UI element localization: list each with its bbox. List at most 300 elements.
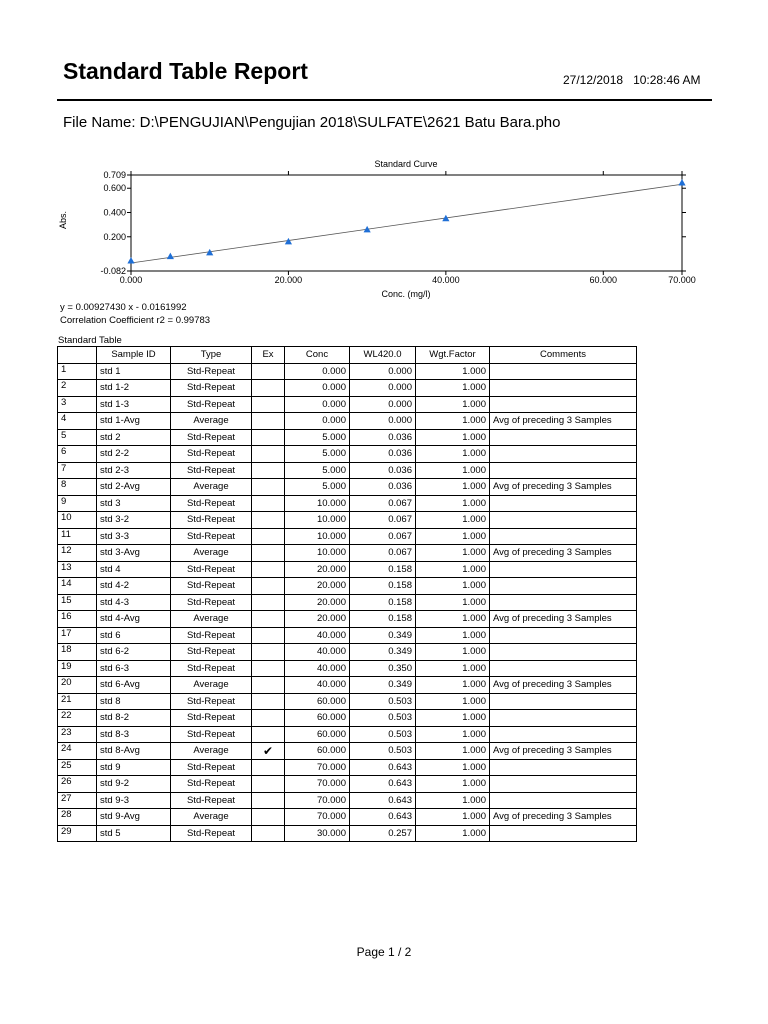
wl420: 0.349 bbox=[350, 677, 416, 694]
type: Std-Repeat bbox=[171, 462, 252, 479]
sample-id: std 2 bbox=[97, 429, 171, 446]
comments: Avg of preceding 3 Samples bbox=[490, 479, 637, 496]
sample-id: std 6-Avg bbox=[97, 677, 171, 694]
conc: 60.000 bbox=[285, 693, 350, 710]
conc: 0.000 bbox=[285, 396, 350, 413]
table-header-row bbox=[58, 347, 637, 364]
wgt-factor: 1.000 bbox=[416, 776, 490, 793]
y-tick-label: -0.082 bbox=[100, 266, 126, 276]
type: Std-Repeat bbox=[171, 693, 252, 710]
report-title: Standard Table Report bbox=[63, 58, 308, 84]
conc: 0.000 bbox=[285, 380, 350, 397]
comments bbox=[490, 396, 637, 413]
conc: 10.000 bbox=[285, 495, 350, 512]
wgt-factor: 1.000 bbox=[416, 792, 490, 809]
type: Std-Repeat bbox=[171, 627, 252, 644]
sample-id: std 1-3 bbox=[97, 396, 171, 413]
x-tick-label: 20.000 bbox=[274, 275, 303, 285]
wl420: 0.000 bbox=[350, 380, 416, 397]
table-row bbox=[58, 776, 637, 793]
wgt-factor: 1.000 bbox=[416, 611, 490, 628]
type: Average bbox=[171, 743, 252, 760]
report-time: 10:28:46 AM bbox=[633, 73, 701, 87]
table-row bbox=[58, 825, 637, 842]
table-row bbox=[58, 809, 637, 826]
ex-flag bbox=[252, 462, 285, 479]
wgt-factor: 1.000 bbox=[416, 693, 490, 710]
sample-id: std 5 bbox=[97, 825, 171, 842]
comments bbox=[490, 429, 637, 446]
wl420: 0.503 bbox=[350, 743, 416, 760]
sample-id: std 3-Avg bbox=[97, 545, 171, 562]
ex-flag bbox=[252, 677, 285, 694]
type: Std-Repeat bbox=[171, 710, 252, 727]
type: Std-Repeat bbox=[171, 759, 252, 776]
y-tick-label: 0.200 bbox=[103, 231, 126, 242]
comments bbox=[490, 561, 637, 578]
type: Average bbox=[171, 479, 252, 496]
conc: 60.000 bbox=[285, 726, 350, 743]
wl420: 0.036 bbox=[350, 479, 416, 496]
row-number: 6 bbox=[58, 446, 97, 463]
type: Std-Repeat bbox=[171, 512, 252, 529]
comments: Avg of preceding 3 Samples bbox=[490, 611, 637, 628]
comments-header: Comments bbox=[490, 347, 637, 364]
comments bbox=[490, 462, 637, 479]
ex-flag bbox=[252, 660, 285, 677]
table-row bbox=[58, 545, 637, 562]
table-row bbox=[58, 495, 637, 512]
wgt-factor: 1.000 bbox=[416, 429, 490, 446]
type: Std-Repeat bbox=[171, 396, 252, 413]
row-number: 10 bbox=[58, 512, 97, 529]
wgt-factor: 1.000 bbox=[416, 545, 490, 562]
conc: 10.000 bbox=[285, 512, 350, 529]
wl420: 0.643 bbox=[350, 776, 416, 793]
wl420: 0.158 bbox=[350, 578, 416, 595]
row-number: 25 bbox=[58, 759, 97, 776]
table-row bbox=[58, 413, 637, 430]
wgt-factor: 1.000 bbox=[416, 380, 490, 397]
type: Std-Repeat bbox=[171, 825, 252, 842]
ex-flag bbox=[252, 512, 285, 529]
wl420: 0.000 bbox=[350, 413, 416, 430]
row-number: 20 bbox=[58, 677, 97, 694]
wl420: 0.503 bbox=[350, 726, 416, 743]
ex-header: Ex bbox=[252, 347, 285, 364]
type: Std-Repeat bbox=[171, 528, 252, 545]
wl420: 0.067 bbox=[350, 528, 416, 545]
comments: Avg of preceding 3 Samples bbox=[490, 743, 637, 760]
ex-flag bbox=[252, 446, 285, 463]
ex-flag bbox=[252, 627, 285, 644]
conc: 5.000 bbox=[285, 446, 350, 463]
sample-id: std 1 bbox=[97, 363, 171, 380]
comments bbox=[490, 363, 637, 380]
table-row bbox=[58, 759, 637, 776]
comments bbox=[490, 693, 637, 710]
row-number: 16 bbox=[58, 611, 97, 628]
sample-id: std 2-2 bbox=[97, 446, 171, 463]
ex-flag bbox=[252, 578, 285, 595]
wl420: 0.158 bbox=[350, 561, 416, 578]
table-body bbox=[58, 363, 637, 842]
wl420: 0.036 bbox=[350, 462, 416, 479]
conc: 40.000 bbox=[285, 644, 350, 661]
conc: 5.000 bbox=[285, 429, 350, 446]
row-number: 22 bbox=[58, 710, 97, 727]
sample-id: std 6 bbox=[97, 627, 171, 644]
x-tick-label: 40.000 bbox=[432, 275, 460, 285]
wgt-factor: 1.000 bbox=[416, 627, 490, 644]
plot-area bbox=[100, 170, 695, 285]
row-number: 24 bbox=[58, 743, 97, 760]
type: Std-Repeat bbox=[171, 594, 252, 611]
correlation-coefficient: Correlation Coefficient r2 = 0.99783 bbox=[60, 315, 211, 326]
sample-id: std 4-3 bbox=[97, 594, 171, 611]
type: Std-Repeat bbox=[171, 495, 252, 512]
comments bbox=[490, 594, 637, 611]
comments bbox=[490, 578, 637, 595]
conc: 0.000 bbox=[285, 363, 350, 380]
table-row bbox=[58, 726, 637, 743]
table-row bbox=[58, 693, 637, 710]
wgt-factor: 1.000 bbox=[416, 660, 490, 677]
data-point bbox=[167, 253, 174, 260]
wl420-header: WL420.0 bbox=[350, 347, 416, 364]
wgt-factor: 1.000 bbox=[416, 594, 490, 611]
sample-id: std 8-3 bbox=[97, 726, 171, 743]
sample-id: std 8 bbox=[97, 693, 171, 710]
type: Std-Repeat bbox=[171, 660, 252, 677]
row-number: 28 bbox=[58, 809, 97, 826]
conc-header: Conc bbox=[285, 347, 350, 364]
wl420: 0.350 bbox=[350, 660, 416, 677]
comments bbox=[490, 710, 637, 727]
report-date: 27/12/2018 bbox=[563, 73, 624, 87]
x-tick-label: 60.000 bbox=[589, 275, 618, 285]
wgt-factor: 1.000 bbox=[416, 759, 490, 776]
type: Std-Repeat bbox=[171, 578, 252, 595]
wgt-factor: 1.000 bbox=[416, 512, 490, 529]
plot-frame bbox=[131, 175, 682, 271]
header-divider bbox=[57, 99, 712, 101]
wl420: 0.503 bbox=[350, 710, 416, 727]
wl420: 0.643 bbox=[350, 759, 416, 776]
type: Average bbox=[171, 809, 252, 826]
type: Std-Repeat bbox=[171, 644, 252, 661]
row-number: 18 bbox=[58, 644, 97, 661]
sample-id: std 2-Avg bbox=[97, 479, 171, 496]
data-point bbox=[678, 179, 685, 186]
wgt-factor: 1.000 bbox=[416, 710, 490, 727]
y-tick-label: 0.709 bbox=[103, 170, 126, 180]
conc: 70.000 bbox=[285, 759, 350, 776]
type: Std-Repeat bbox=[171, 429, 252, 446]
sample-id: std 9 bbox=[97, 759, 171, 776]
comments bbox=[490, 528, 637, 545]
row-number-header bbox=[58, 347, 97, 364]
type: Std-Repeat bbox=[171, 363, 252, 380]
sample-id: std 4 bbox=[97, 561, 171, 578]
wl420: 0.643 bbox=[350, 792, 416, 809]
conc: 20.000 bbox=[285, 611, 350, 628]
comments bbox=[490, 495, 637, 512]
wgt-factor: 1.000 bbox=[416, 809, 490, 826]
wgt-factor: 1.000 bbox=[416, 479, 490, 496]
comments bbox=[490, 512, 637, 529]
conc: 40.000 bbox=[285, 677, 350, 694]
table-row bbox=[58, 743, 637, 760]
row-number: 29 bbox=[58, 825, 97, 842]
chart-title: Standard Curve bbox=[374, 159, 438, 169]
table-row bbox=[58, 462, 637, 479]
table-row bbox=[58, 578, 637, 595]
ex-flag bbox=[252, 792, 285, 809]
sample-id: std 3-3 bbox=[97, 528, 171, 545]
table-row bbox=[58, 660, 637, 677]
table-row bbox=[58, 611, 637, 628]
x-tick-label: 0.000 bbox=[119, 275, 143, 285]
type: Std-Repeat bbox=[171, 726, 252, 743]
sample-id: std 4-2 bbox=[97, 578, 171, 595]
row-number: 14 bbox=[58, 578, 97, 595]
page-number: Page 1 / 2 bbox=[356, 945, 412, 959]
type: Std-Repeat bbox=[171, 776, 252, 793]
row-number: 23 bbox=[58, 726, 97, 743]
wgt-factor: 1.000 bbox=[416, 743, 490, 760]
conc: 10.000 bbox=[285, 545, 350, 562]
sample-id-header: Sample ID bbox=[97, 347, 171, 364]
ex-flag bbox=[252, 413, 285, 430]
ex-flag bbox=[252, 825, 285, 842]
sample-id: std 1-2 bbox=[97, 380, 171, 397]
wl420: 0.503 bbox=[350, 693, 416, 710]
sample-id: std 6-3 bbox=[97, 660, 171, 677]
row-number: 17 bbox=[58, 627, 97, 644]
ex-flag bbox=[252, 759, 285, 776]
wl420: 0.067 bbox=[350, 545, 416, 562]
row-number: 26 bbox=[58, 776, 97, 793]
ex-flag bbox=[252, 479, 285, 496]
conc: 40.000 bbox=[285, 660, 350, 677]
row-number: 2 bbox=[58, 380, 97, 397]
sample-id: std 4-Avg bbox=[97, 611, 171, 628]
row-number: 21 bbox=[58, 693, 97, 710]
conc: 70.000 bbox=[285, 776, 350, 793]
sample-id: std 9-Avg bbox=[97, 809, 171, 826]
type: Std-Repeat bbox=[171, 380, 252, 397]
row-number: 19 bbox=[58, 660, 97, 677]
standard-table bbox=[57, 346, 637, 842]
row-number: 7 bbox=[58, 462, 97, 479]
conc: 20.000 bbox=[285, 594, 350, 611]
comments bbox=[490, 380, 637, 397]
file-name: File Name: D:\PENGUJIAN\Pengujian 2018\SULFATE\2621 Batu Bara.pho bbox=[63, 114, 561, 131]
wgt-factor: 1.000 bbox=[416, 363, 490, 380]
type: Average bbox=[171, 611, 252, 628]
row-number: 13 bbox=[58, 561, 97, 578]
type: Std-Repeat bbox=[171, 446, 252, 463]
wgt-factor: 1.000 bbox=[416, 561, 490, 578]
sample-id: std 8-2 bbox=[97, 710, 171, 727]
wl420: 0.158 bbox=[350, 594, 416, 611]
sample-id: std 3-2 bbox=[97, 512, 171, 529]
comments: Avg of preceding 3 Samples bbox=[490, 413, 637, 430]
x-tick-label: 70.000 bbox=[668, 275, 696, 285]
comments: Avg of preceding 3 Samples bbox=[490, 809, 637, 826]
row-number: 1 bbox=[58, 363, 97, 380]
comments bbox=[490, 446, 637, 463]
wl420: 0.036 bbox=[350, 429, 416, 446]
sample-id: std 8-Avg bbox=[97, 743, 171, 760]
conc: 60.000 bbox=[285, 743, 350, 760]
x-axis-label: Conc. (mg/l) bbox=[381, 289, 431, 299]
conc: 10.000 bbox=[285, 528, 350, 545]
wgt-factor: 1.000 bbox=[416, 578, 490, 595]
ex-flag bbox=[252, 726, 285, 743]
report-timestamp bbox=[563, 73, 700, 87]
wgt-factor: 1.000 bbox=[416, 677, 490, 694]
data-point bbox=[127, 257, 134, 264]
comments bbox=[490, 627, 637, 644]
comments: Avg of preceding 3 Samples bbox=[490, 545, 637, 562]
conc: 0.000 bbox=[285, 413, 350, 430]
conc: 70.000 bbox=[285, 792, 350, 809]
type-header: Type bbox=[171, 347, 252, 364]
type: Average bbox=[171, 545, 252, 562]
sample-id: std 1-Avg bbox=[97, 413, 171, 430]
table-row bbox=[58, 677, 637, 694]
row-number: 12 bbox=[58, 545, 97, 562]
y-tick-label: 0.600 bbox=[103, 183, 126, 194]
comments bbox=[490, 792, 637, 809]
row-number: 15 bbox=[58, 594, 97, 611]
ex-flag bbox=[252, 710, 285, 727]
type: Std-Repeat bbox=[171, 561, 252, 578]
row-number: 5 bbox=[58, 429, 97, 446]
ex-flag bbox=[252, 396, 285, 413]
ex-flag bbox=[252, 528, 285, 545]
wl420: 0.000 bbox=[350, 363, 416, 380]
ex-flag bbox=[252, 693, 285, 710]
row-number: 3 bbox=[58, 396, 97, 413]
wl420: 0.349 bbox=[350, 627, 416, 644]
row-number: 8 bbox=[58, 479, 97, 496]
wgt-factor: 1.000 bbox=[416, 396, 490, 413]
standard-curve-chart bbox=[50, 155, 700, 300]
wl420: 0.067 bbox=[350, 495, 416, 512]
table-row bbox=[58, 446, 637, 463]
table-row bbox=[58, 396, 637, 413]
conc: 5.000 bbox=[285, 479, 350, 496]
table-row bbox=[58, 512, 637, 529]
wl420: 0.158 bbox=[350, 611, 416, 628]
ex-flag bbox=[252, 561, 285, 578]
conc: 60.000 bbox=[285, 710, 350, 727]
conc: 40.000 bbox=[285, 627, 350, 644]
y-tick-label: 0.400 bbox=[103, 207, 126, 218]
y-axis-label: Abs. bbox=[58, 210, 68, 230]
wl420: 0.349 bbox=[350, 644, 416, 661]
table-row bbox=[58, 528, 637, 545]
comments bbox=[490, 726, 637, 743]
row-number: 11 bbox=[58, 528, 97, 545]
ex-flag: ✔ bbox=[252, 743, 285, 760]
sample-id: std 2-3 bbox=[97, 462, 171, 479]
conc: 20.000 bbox=[285, 578, 350, 595]
wl420: 0.000 bbox=[350, 396, 416, 413]
type: Average bbox=[171, 677, 252, 694]
regression-info bbox=[60, 301, 210, 327]
regression-equation: y = 0.00927430 x - 0.0161992 bbox=[60, 302, 187, 313]
table-title: Standard Table bbox=[58, 335, 122, 346]
table-row bbox=[58, 627, 637, 644]
wgt-factor: 1.000 bbox=[416, 644, 490, 661]
wl420: 0.643 bbox=[350, 809, 416, 826]
fit-line bbox=[131, 184, 682, 263]
table-row bbox=[58, 594, 637, 611]
wgt-factor: 1.000 bbox=[416, 446, 490, 463]
table-row bbox=[58, 644, 637, 661]
wl420: 0.257 bbox=[350, 825, 416, 842]
sample-id: std 3 bbox=[97, 495, 171, 512]
table-row bbox=[58, 710, 637, 727]
table-row bbox=[58, 429, 637, 446]
ex-flag bbox=[252, 545, 285, 562]
comments bbox=[490, 825, 637, 842]
wgt-factor: 1.000 bbox=[416, 462, 490, 479]
comments bbox=[490, 644, 637, 661]
table-row bbox=[58, 479, 637, 496]
ex-flag bbox=[252, 776, 285, 793]
row-number: 4 bbox=[58, 413, 97, 430]
comments bbox=[490, 776, 637, 793]
wgt-factor: 1.000 bbox=[416, 528, 490, 545]
comments: Avg of preceding 3 Samples bbox=[490, 677, 637, 694]
sample-id: std 9-2 bbox=[97, 776, 171, 793]
comments bbox=[490, 660, 637, 677]
wgt-factor: 1.000 bbox=[416, 495, 490, 512]
conc: 20.000 bbox=[285, 561, 350, 578]
sample-id: std 9-3 bbox=[97, 792, 171, 809]
conc: 30.000 bbox=[285, 825, 350, 842]
conc: 70.000 bbox=[285, 809, 350, 826]
comments bbox=[490, 759, 637, 776]
ex-flag bbox=[252, 363, 285, 380]
wgt-factor: 1.000 bbox=[416, 726, 490, 743]
table-row bbox=[58, 363, 637, 380]
sample-id: std 6-2 bbox=[97, 644, 171, 661]
conc: 5.000 bbox=[285, 462, 350, 479]
row-number: 27 bbox=[58, 792, 97, 809]
ex-flag bbox=[252, 611, 285, 628]
wgt-factor: 1.000 bbox=[416, 413, 490, 430]
ex-flag bbox=[252, 809, 285, 826]
table-row bbox=[58, 380, 637, 397]
row-number: 9 bbox=[58, 495, 97, 512]
ex-flag bbox=[252, 380, 285, 397]
table-row bbox=[58, 792, 637, 809]
type: Std-Repeat bbox=[171, 792, 252, 809]
ex-flag bbox=[252, 495, 285, 512]
wgt-factor: 1.000 bbox=[416, 825, 490, 842]
ex-flag bbox=[252, 644, 285, 661]
type: Average bbox=[171, 413, 252, 430]
ex-flag bbox=[252, 594, 285, 611]
wl420: 0.036 bbox=[350, 446, 416, 463]
ex-flag bbox=[252, 429, 285, 446]
